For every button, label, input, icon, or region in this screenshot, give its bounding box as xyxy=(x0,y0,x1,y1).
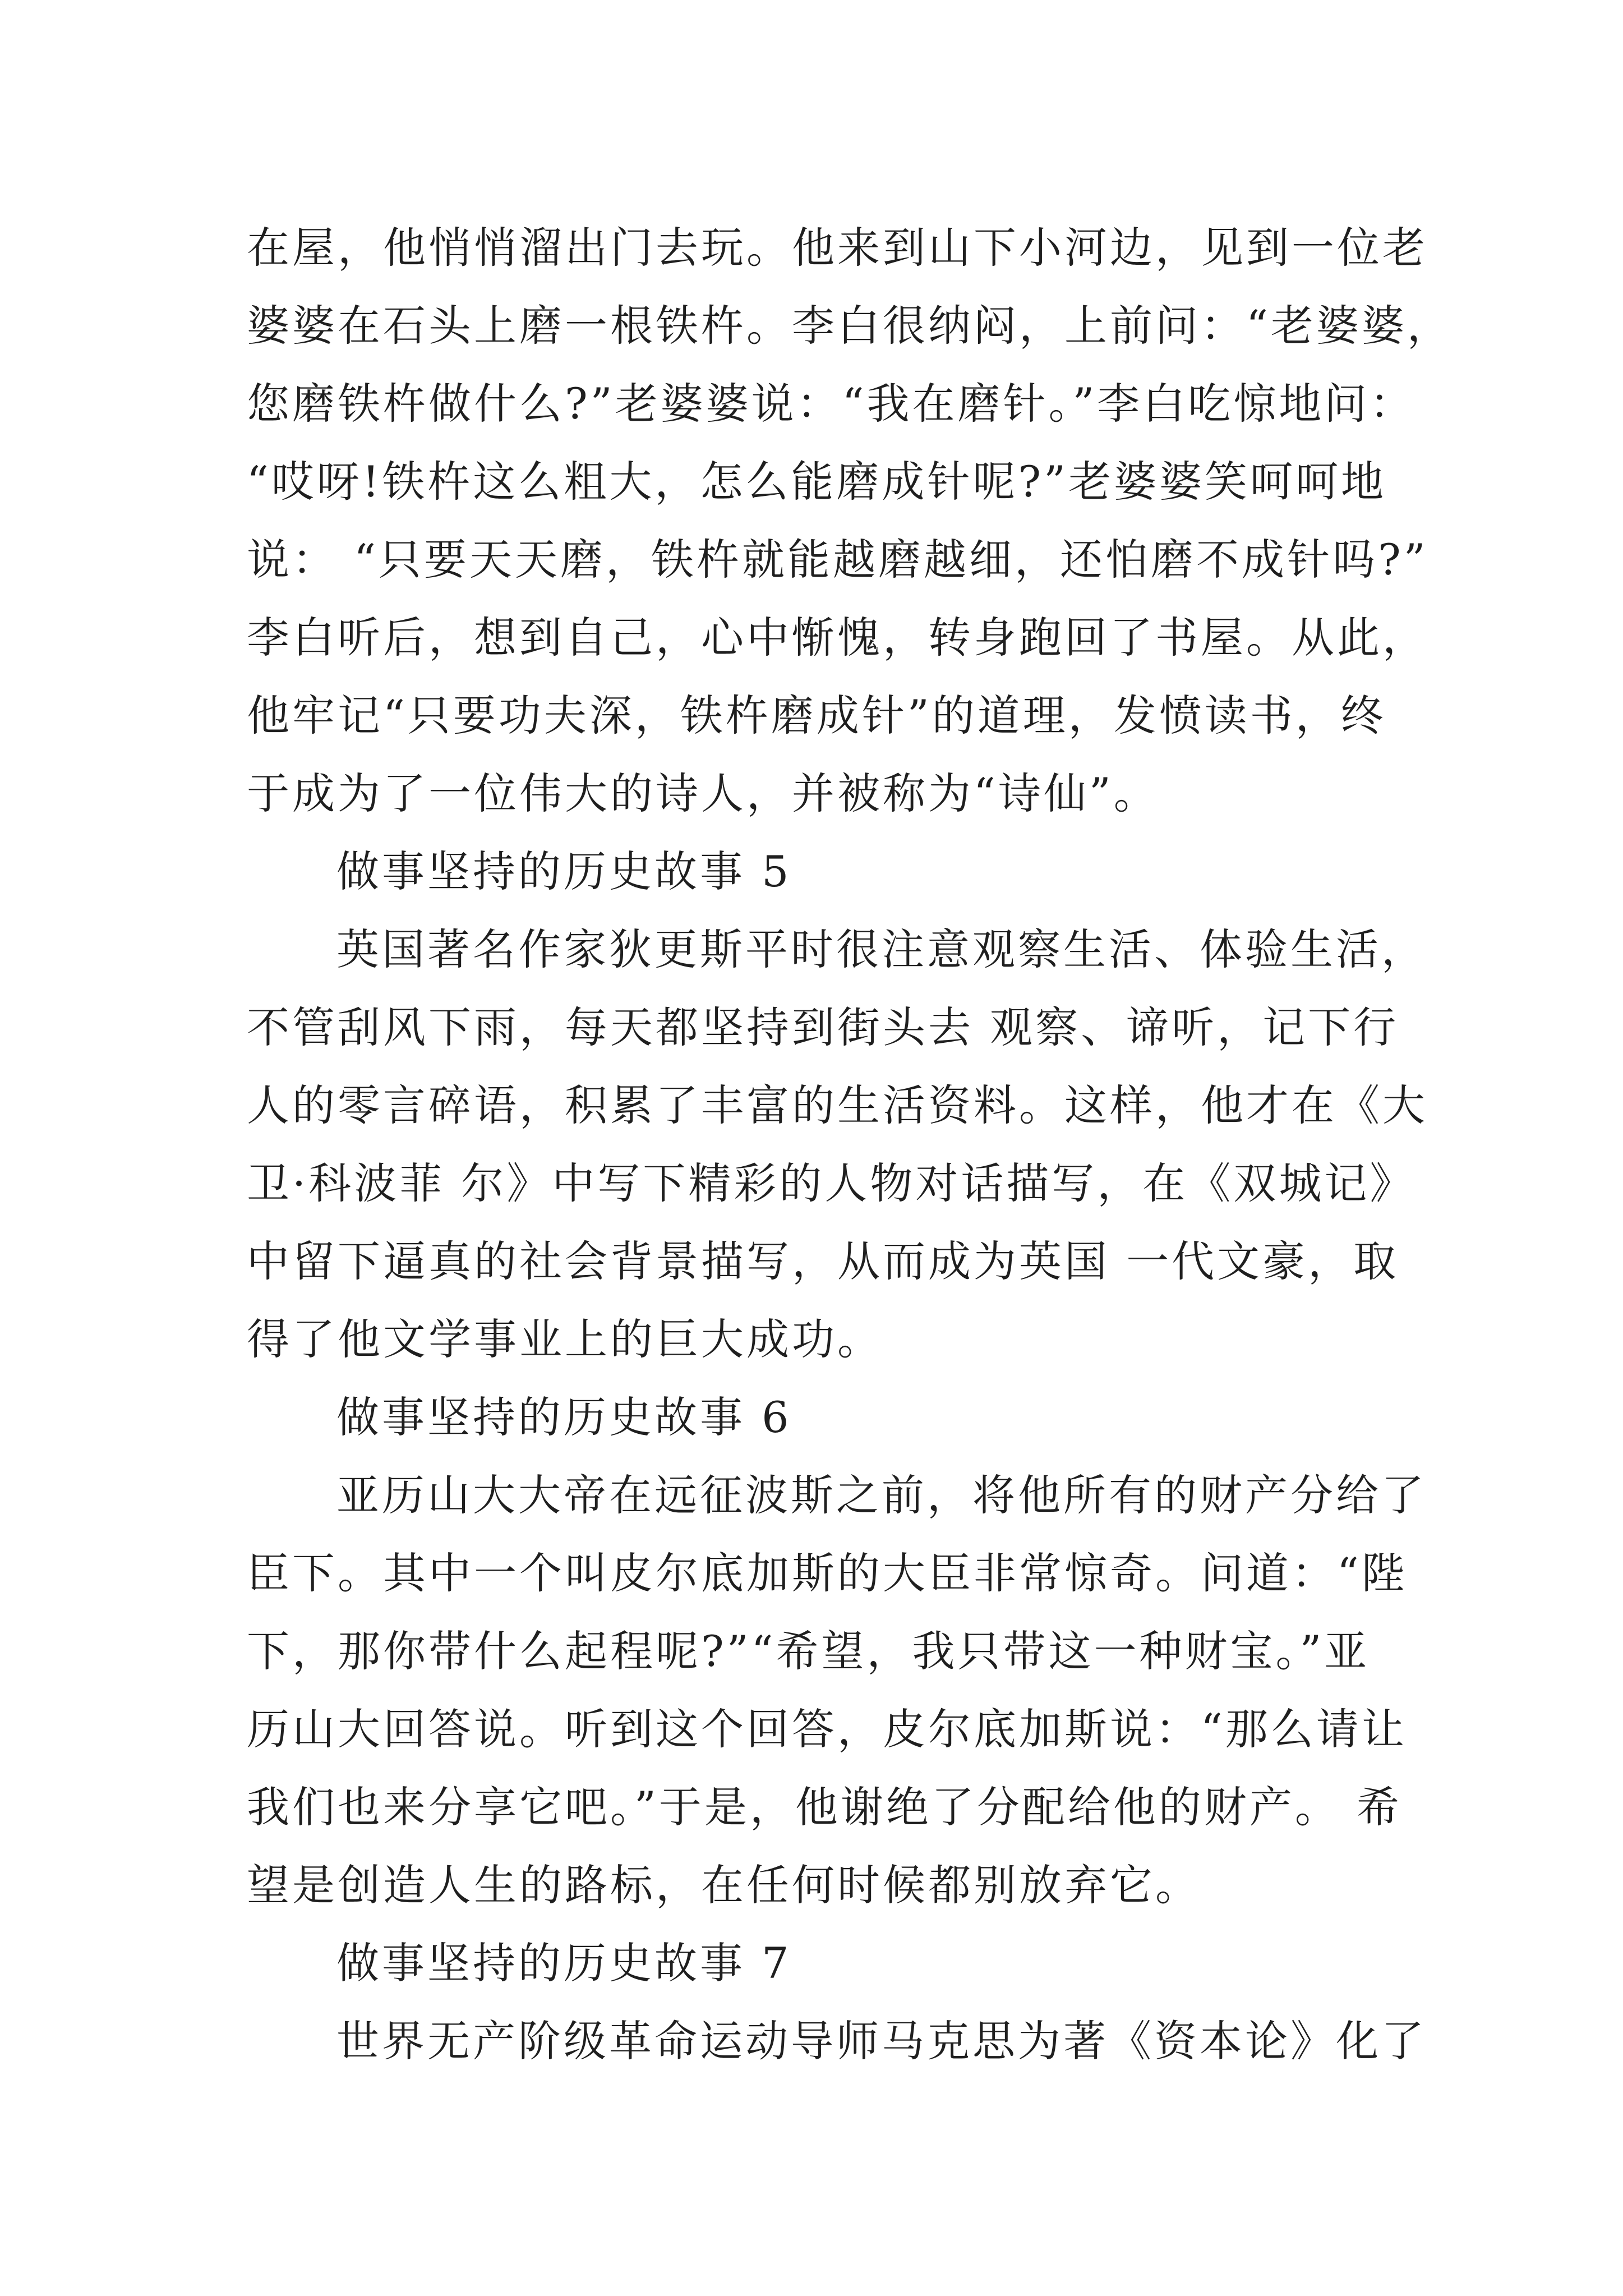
body-text-line: 婆婆在石头上磨一根铁杵。李白很纳闷，上前问：“老婆婆， xyxy=(247,301,1453,351)
body-text-line: 在屋，他悄悄溜出门去玩。他来到山下小河边，见到一位老 xyxy=(247,223,1428,273)
body-text-line: 英国著名作家狄更斯平时很注意观察生活、体验生活， xyxy=(336,924,1427,974)
body-text-line: 得了他文学事业上的巨大成功。 xyxy=(247,1314,883,1364)
body-text-line: 望是创造人生的路标，在任何时候都别放弃它。 xyxy=(247,1860,1201,1910)
body-text-line: 于成为了一位伟大的诗人，并被称为“诗仙”。 xyxy=(247,769,1159,818)
body-text-line: 我们也来分享它吧。”于是，他谢绝了分配给他的财产。 希 xyxy=(247,1782,1403,1832)
body-text-line: 中留下逼真的社会背景描写，从而成为英国 一代文豪，取 xyxy=(247,1236,1399,1286)
body-text-line: 您磨铁杵做什么?”老婆婆说：“我在磨针。”李白吃惊地问： xyxy=(247,379,1415,429)
body-text-line: 亚历山大大帝在远征波斯之前，将他所有的财产分给了 xyxy=(336,1470,1427,1520)
body-text-line: “哎呀!铁杵这么粗大，怎么能磨成针呢?”老婆婆笑呵呵地 xyxy=(247,457,1386,507)
body-text-line: 说： “只要天天磨，铁杵就能越磨越细，还怕磨不成针吗?” xyxy=(247,535,1428,585)
body-text-line: 历山大回答说。听到这个回答，皮尔底加斯说：“那么请让 xyxy=(247,1704,1407,1754)
body-text-line: 下，那你带什么起程呢?”“希望，我只带这一种财宝。”亚 xyxy=(247,1626,1370,1676)
body-text-line: 世界无产阶级革命运动导师马克思为著《资本论》化了 xyxy=(336,2016,1427,2066)
body-text-line: 李白听后，想到自己，心中惭愧，转身跑回了书屋。从此， xyxy=(247,613,1428,662)
section-heading-story-7: 做事坚持的历史故事 7 xyxy=(336,1938,792,1988)
body-text-line: 不管刮风下雨，每天都坚持到街头去 观察、谛听，记下行 xyxy=(247,1002,1399,1052)
body-text-line: 人的零言碎语，积累了丰富的生活资料。这样，他才在《大 xyxy=(247,1080,1428,1130)
section-heading-story-6: 做事坚持的历史故事 6 xyxy=(336,1392,792,1442)
section-heading-story-5: 做事坚持的历史故事 5 xyxy=(336,846,792,896)
body-text-line: 卫·科波菲 尔》中写下精彩的人物对话描写，在《双城记》 xyxy=(247,1158,1415,1208)
body-text-line: 臣下。其中一个叫皮尔底加斯的大臣非常惊奇。问道：“陛 xyxy=(247,1548,1407,1598)
body-text-line: 他牢记“只要功夫深，铁杵磨成针”的道理，发愤读书，终 xyxy=(247,691,1386,740)
